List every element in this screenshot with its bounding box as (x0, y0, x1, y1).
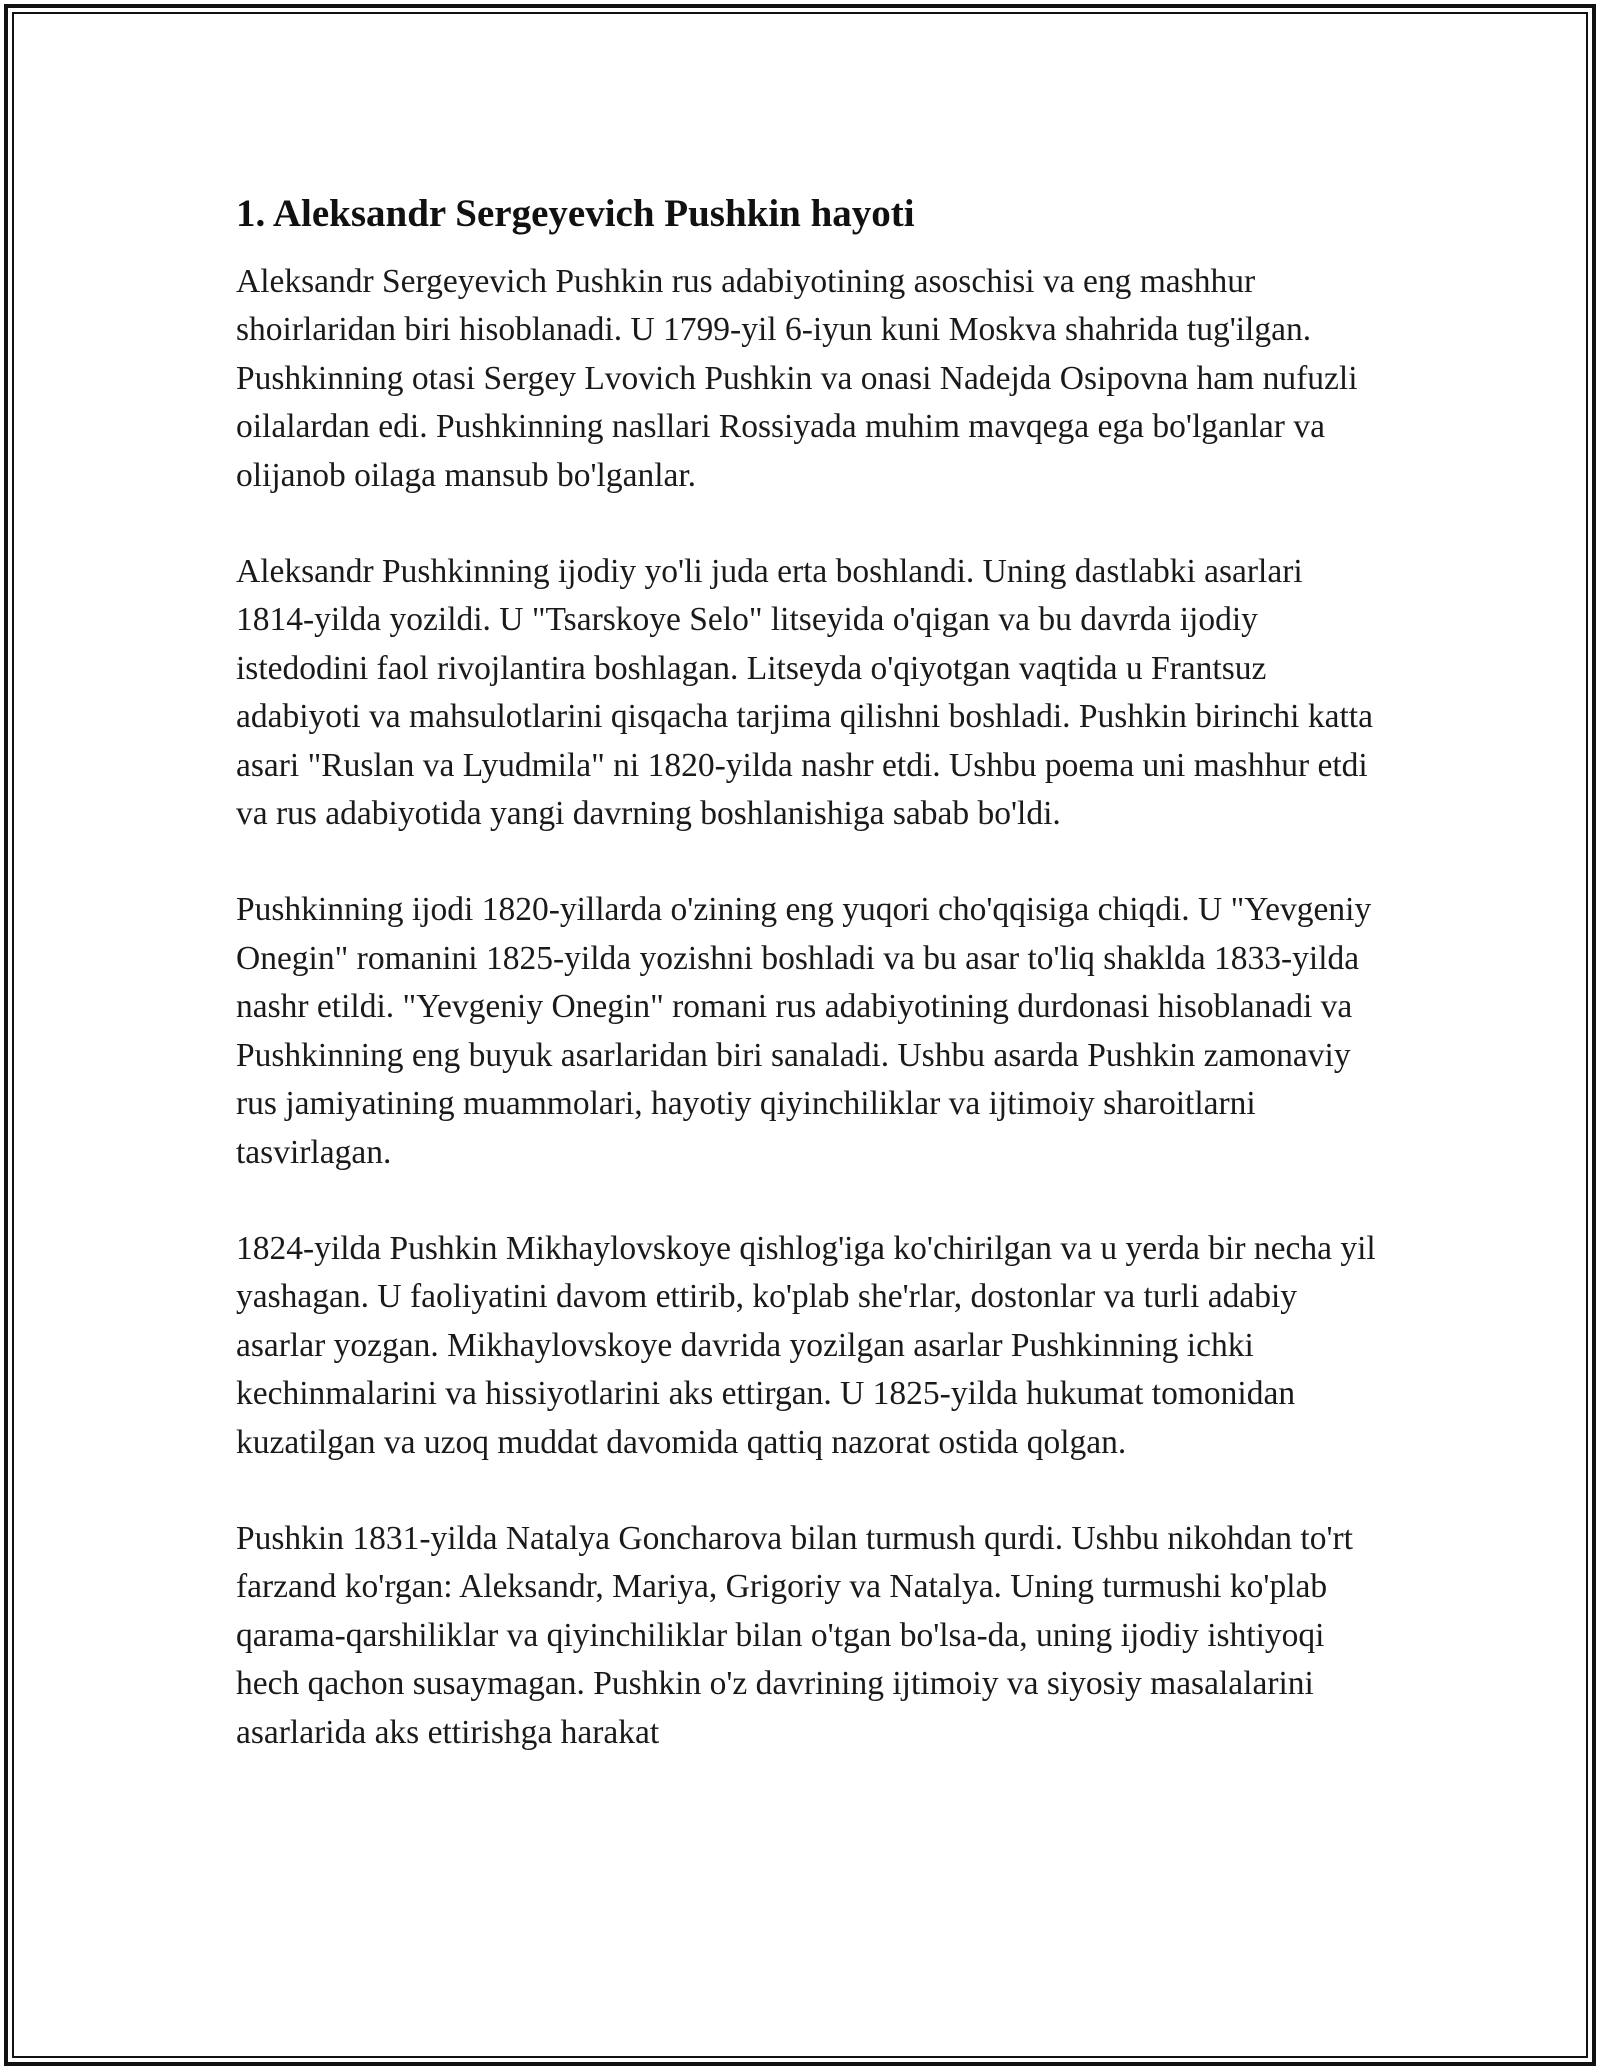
document-body (236, 188, 1376, 1805)
paragraph-2: Aleksandr Pushkinning ijodiy yo'li juda erta boshlandi. Uning dastlabki asarlari 1814-yilda yozildi. U "Tsarskoye Selo" litseyida o'qigan va bu davrda ijodiy istedodini faol rivojlantira boshlagan. Litseyda o'qiyotgan vaqtida u Frantsuz adabiyoti va mahsulotlarini qisqacha tarjima qilishni boshladi. Pushkin birinchi katta asari "Ruslan va Lyudmila" ni 1820-yilda nashr etdi. Ushbu poema uni mashhur etdi va rus adabiyotida yangi davrning boshlanishiga sabab bo'ldi. (236, 553, 1373, 833)
paragraph-1: Aleksandr Sergeyevich Pushkin rus adabiyotining asoschisi va eng mashhur shoirlaridan biri hisoblanadi. U 1799-yil 6-iyun kuni Moskva shahrida tug'ilgan. Pushkinning otasi Sergey Lvovich Pushkin va onasi Nadejda Osipovna ham nufuzli oilalardan edi. Pushkinning nasllari Rossiyada muhim mavqega ega bo'lganlar va olijanob oilaga mansub bo'lganlar. (236, 263, 1358, 494)
paragraph-3: Pushkinning ijodi 1820-yillarda o'zining eng yuqori cho'qqisiga chiqdi. U "Yevgeniy Onegin" romanini 1825-yilda yozishni boshladi va bu asar to'liq shaklda 1833-yilda nashr etildi. "Yevgeniy Onegin" romani rus adabiyotining durdonasi hisoblanadi va Pushkinning eng buyuk asarlaridan biri sanaladi. Ushbu asarda Pushkin zamonaviy rus jamiyatining muammolari, hayotiy qiyinchiliklar va ijtimoiy sharoitlarni tasvirlagan. (236, 891, 1372, 1171)
section-heading: 1. Aleksandr Sergeyevich Pushkin hayoti (236, 192, 915, 235)
paragraph-4: 1824-yilda Pushkin Mikhaylovskoye qishlog'iga ko'chirilgan va u yerda bir necha yil yashagan. U faoliyatini davom ettirib, ko'plab she'rlar, dostonlar va turli adabiy asarlar yozgan. Mikhaylovskoye davrida yozilgan asarlar Pushkinning ichki kechinmalarini va hissiyotlarini aks ettirgan. U 1825-yilda hukumat tomonidan kuzatilgan va uzoq muddat davomida qattiq nazorat ostida qolgan. (236, 1229, 1376, 1461)
paragraph-5: Pushkin 1831-yilda Natalya Goncharova bilan turmush qurdi. Ushbu nikohdan to'rt farzand ko'rgan: Aleksandr, Mariya, Grigoriy va Natalya. Uning turmushi ko'plab qarama-qarshiliklar va qiyinchiliklar bilan o'tgan bo'lsa-da, uning ijodiy ishtiyoqi hech qachon susaymagan. Pushkin o'z davrining ijtimoiy va siyosiy masalalarini asarlarida aks ettirishga harakat (236, 1519, 1353, 1751)
